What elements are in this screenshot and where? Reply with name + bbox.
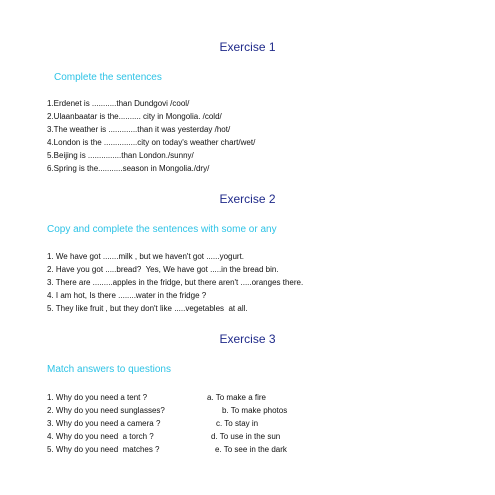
- exercise-1-instruction: Complete the sentences: [54, 72, 162, 83]
- exercise-2-item: 3. There are .........apples in the fridge, but there aren't .....oranges there.: [47, 278, 304, 287]
- exercise-2-item: 2. Have you got .....bread? Yes, We have got .....in the bread bin.: [47, 265, 279, 274]
- exercise-3-answer: c. To stay in: [216, 419, 259, 428]
- exercise-1-item: 6.Spring is the...........season in Mongolia./dry/: [47, 164, 210, 173]
- exercise-3-question: 1. Why do you need a tent ?: [47, 393, 148, 402]
- exercise-3-answer: d. To use in the sun: [211, 432, 281, 441]
- exercise-3-answer: a. To make a fire: [207, 393, 266, 402]
- exercise-3-title: Exercise 3: [219, 332, 276, 346]
- exercise-1-item: 5.Beijing is ...............than London./sunny/: [47, 151, 194, 160]
- exercise-1-item: 1.Erdenet is ...........than Dundgovi /cool/: [47, 99, 190, 108]
- exercise-1-item: 3.The weather is .............than it was yesterday /hot/: [47, 125, 231, 134]
- exercise-2-item: 1. We have got .......milk , but we haven't got ......yogurt.: [47, 252, 245, 261]
- exercise-1-item: 2.Ulaanbaatar is the.......... city in Mongolia. /cold/: [47, 112, 222, 121]
- exercise-3-answer: e. To see in the dark: [215, 445, 287, 454]
- exercise-3-question: 4. Why do you need a torch ?: [47, 432, 154, 441]
- exercise-1-title: Exercise 1: [219, 40, 276, 54]
- exercise-3-instruction: Match answers to questions: [47, 364, 171, 375]
- exercise-3-question: 3. Why do you need a camera ?: [47, 419, 161, 428]
- exercise-1-item: 4.London is the ...............city on today's weather chart/wet/: [47, 138, 256, 147]
- exercise-3-answer: b. To make photos: [222, 406, 288, 415]
- exercise-2-item: 4. I am hot, Is there ........water in the fridge ?: [47, 291, 207, 300]
- exercise-2-item: 5. They like fruit , but they don't like .....vegetables at all.: [47, 304, 248, 313]
- exercise-2-instruction: Copy and complete the sentences with some or any: [47, 224, 277, 235]
- exercise-3-question: 2. Why do you need sunglasses?: [47, 406, 165, 415]
- exercise-2-title: Exercise 2: [219, 192, 276, 206]
- exercise-3-question: 5. Why do you need matches ?: [47, 445, 160, 454]
